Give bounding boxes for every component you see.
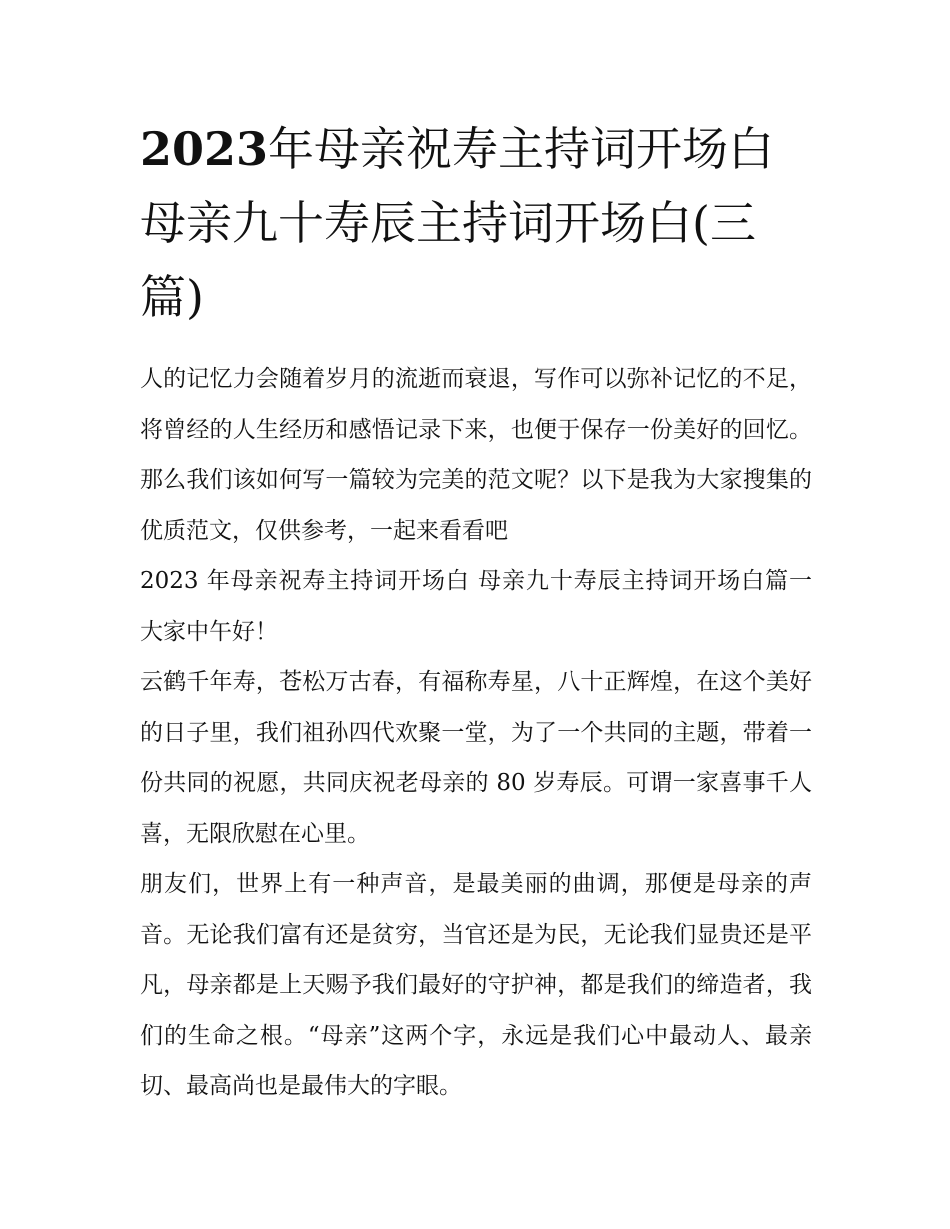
document-content [140,112,812,1112]
document-title [140,112,812,334]
title-text: 年母亲祝寿主持词开场白母亲九十寿辰主持词开场白(三篇) [140,122,775,324]
paragraph-mother-voice: 朋友们，世界上有一种声音，是最美丽的曲调，那便是母亲的声音。无论我们富有还是贫穷，当官还是为民，无论我们显贵还是平凡，母亲都是上天赐予我们最好的守护神，都是我们的缔造者，我们的生命之根。“母亲”这两个字，永远是我们心中最动人、最亲切、最高尚也是最伟大的字眼。 [140,871,812,1099]
paragraph-birthday-wishes: 云鹤千年寿，苍松万古春，有福称寿星，八十正辉煌，在这个美好的日子里，我们祖孙四代欢聚一堂，为了一个共同的主题，带着一份共同的祝愿，共同庆祝老母亲的 80 岁寿辰。可谓一家喜事千人喜，无限欣慰在心里。 [140,669,812,847]
paragraph-heading-greeting: 2023 年母亲祝寿主持词开场白 母亲九十寿辰主持词开场白篇一 大家中午好！ [140,568,812,645]
paragraph-intro: 人的记忆力会随着岁月的流逝而衰退，写作可以弥补记忆的不足，将曾经的人生经历和感悟记录下来，也便于保存一份美好的回忆。那么我们该如何写一篇较为完美的范文呢？以下是我为大家搜集的优质范文，仅供参考，一起来看看吧 [140,366,812,544]
title-year: 2023 [140,122,269,176]
document-body [140,354,812,1112]
